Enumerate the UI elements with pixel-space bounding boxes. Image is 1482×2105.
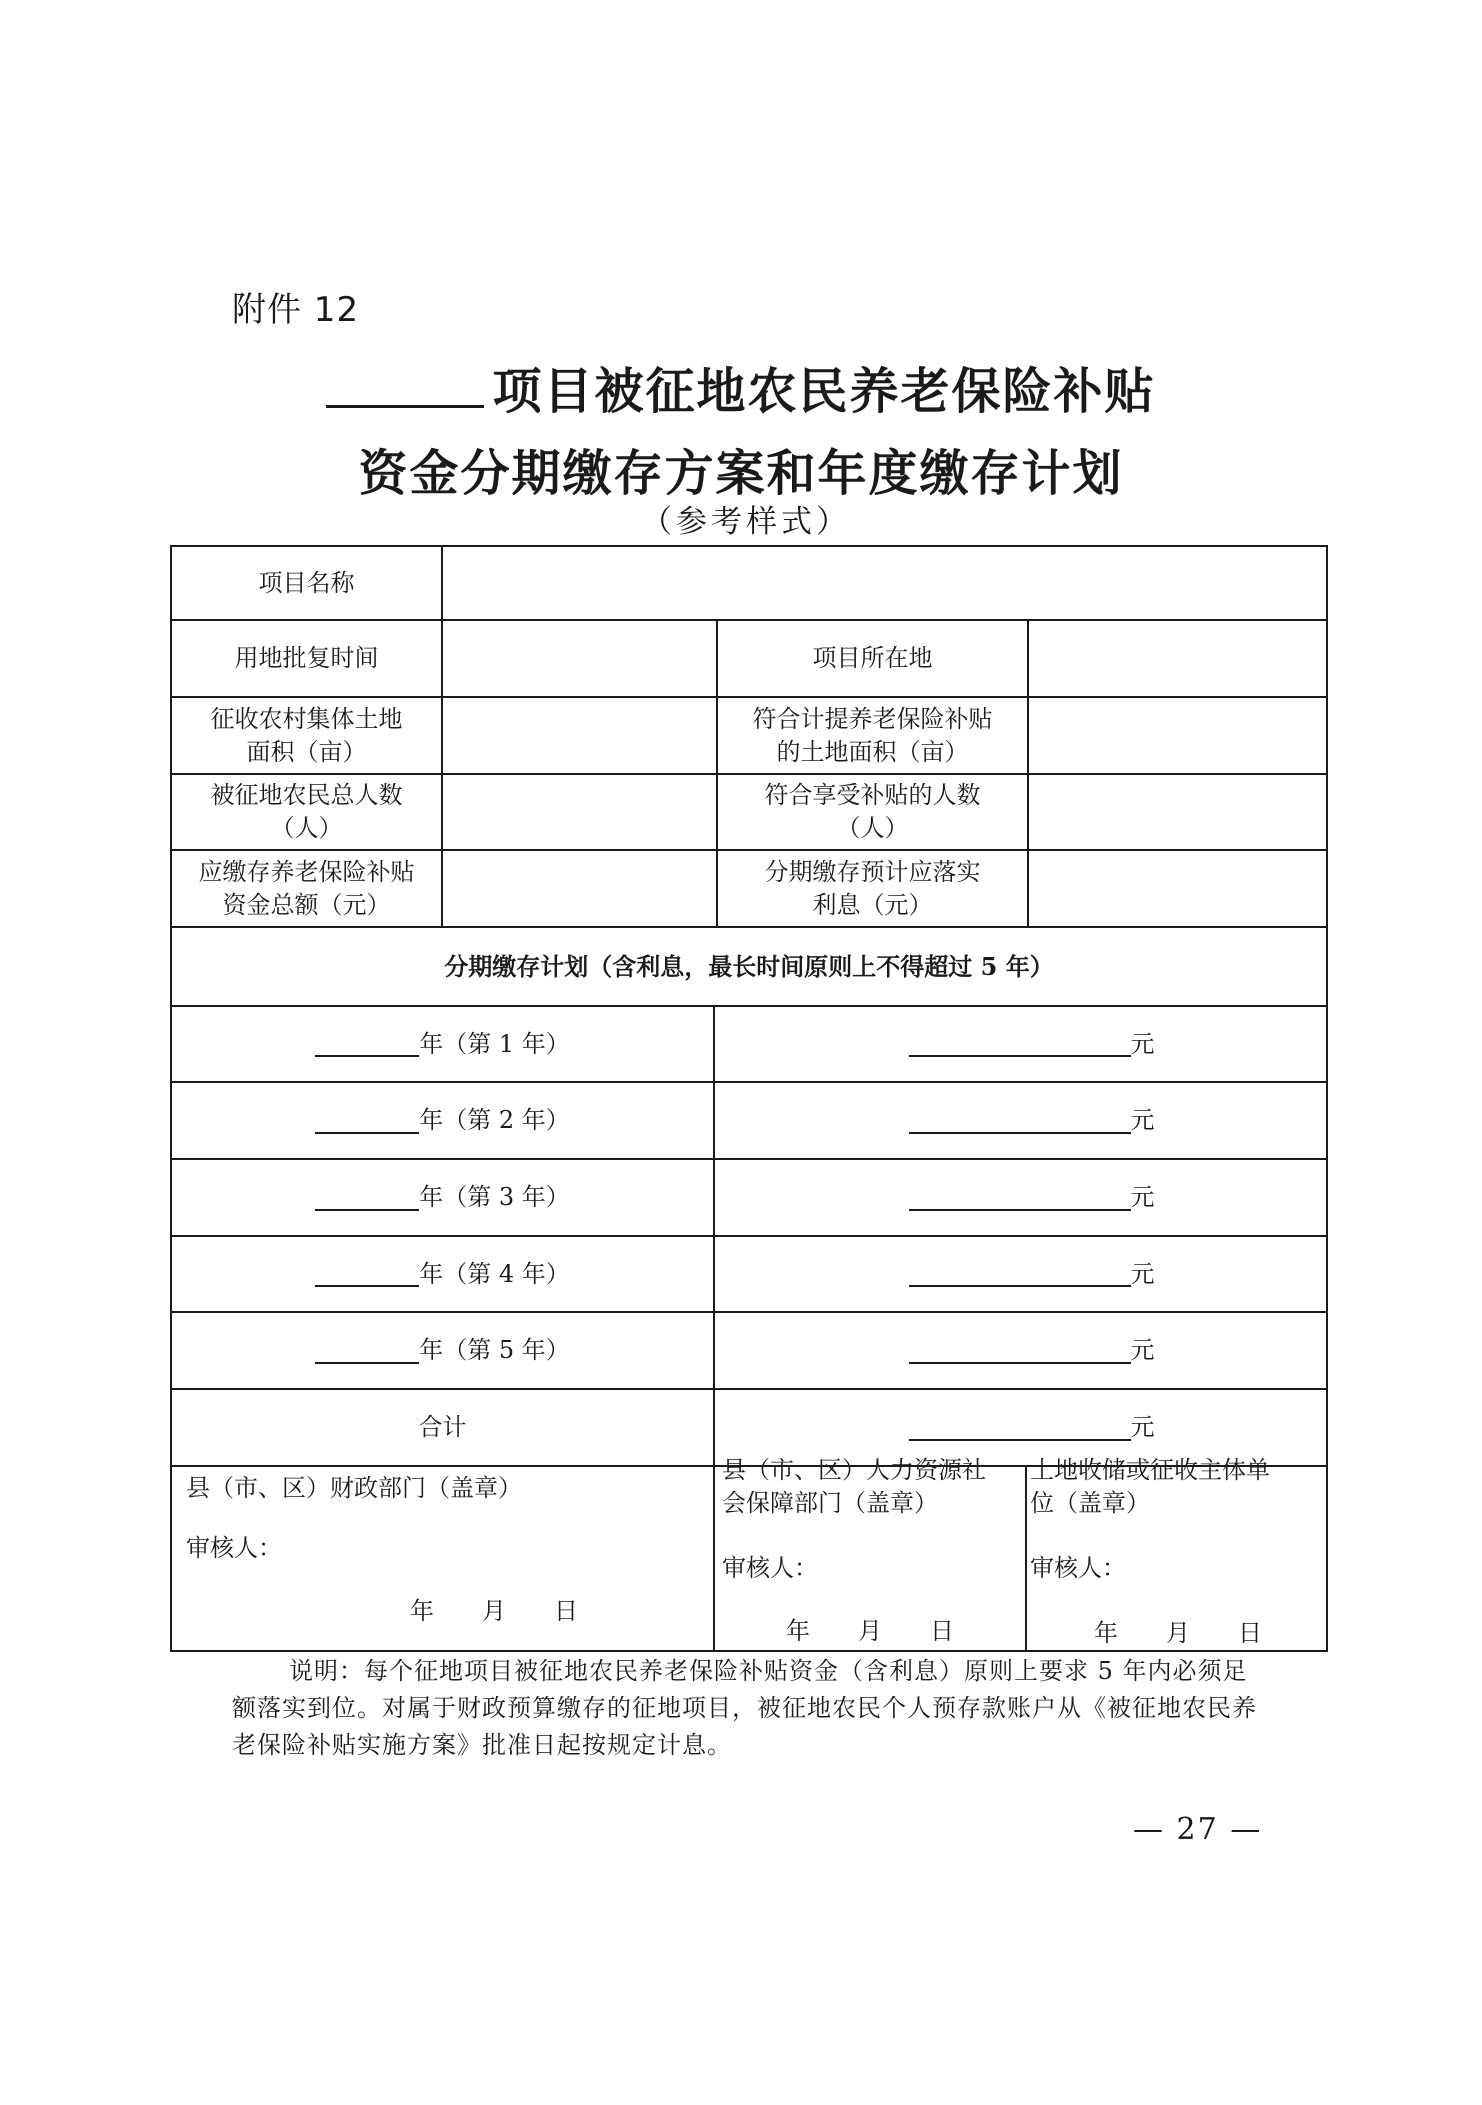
eligible-area-label-line2: 的土地面积（亩） <box>776 737 969 766</box>
eligible-area-label-line1: 符合计提养老保险补贴 <box>752 704 993 733</box>
year-4-text: 年（第 4 年） <box>419 1259 570 1288</box>
eligible-area-label <box>718 698 1027 773</box>
col-divider <box>1025 1465 1027 1652</box>
year-3-blank[interactable] <box>315 1185 419 1211</box>
total-amount-label-line2: 资金总额（元） <box>222 890 391 919</box>
year-1-amount <box>715 1007 1326 1081</box>
year-1-text: 年（第 1 年） <box>419 1029 570 1058</box>
hr-dept-seal-line1: 县（市、区）人力资源社 <box>722 1456 986 1484</box>
interest-label-line2: 利息（元） <box>812 890 933 919</box>
year-2-blank[interactable] <box>315 1108 419 1134</box>
approval-time-label: 用地批复时间 <box>234 644 379 672</box>
land-area-label <box>172 698 441 773</box>
year-5-label <box>172 1313 713 1388</box>
project-name-label: 项目名称 <box>258 568 355 597</box>
finance-dept-seal: 县（市、区）财政部门（盖章） <box>186 1474 522 1502</box>
interest-field[interactable] <box>1029 851 1326 926</box>
page-number: — 27 — <box>1133 1812 1263 1847</box>
land-area-label-line2: 面积（亩） <box>246 737 367 766</box>
eligible-people-label <box>718 775 1027 849</box>
year-3-text: 年（第 3 年） <box>419 1183 570 1211</box>
year-5-unit: 元 <box>1130 1336 1155 1364</box>
title-text-1: 项目被征地农民养老保险补贴 <box>492 363 1156 420</box>
land-area-field[interactable] <box>443 698 716 773</box>
year-5-text: 年（第 5 年） <box>419 1336 570 1364</box>
year-2-unit: 元 <box>1130 1106 1155 1134</box>
plan-form-table <box>170 545 1328 1652</box>
hr-date: 年 月 日 <box>786 1617 954 1645</box>
total-amount-field[interactable] <box>443 851 716 926</box>
project-name-blank <box>326 365 484 408</box>
year-1-label <box>172 1007 713 1081</box>
year-5-amount <box>715 1313 1326 1388</box>
location-label: 项目所在地 <box>812 644 933 672</box>
land-date: 年 月 日 <box>1094 1619 1262 1647</box>
title-line-1 <box>0 353 1482 423</box>
approval-time-field[interactable] <box>443 621 716 696</box>
project-name-field[interactable] <box>443 547 1326 619</box>
explanatory-note: 说明：每个征地项目被征地农民养老保险补贴资金（含利息）原则上要求 5 年内必须足额落实到位。对属于财政预算缴存的征地项目，被征地农民个人预存款账户从《被征地农民养老保险补贴实施方案》批准日起按规定计息。 <box>232 1657 1257 1759</box>
eligible-people-label-line1: 符合享受补贴的人数 <box>764 781 981 809</box>
land-reviewer-label: 审核人： <box>1030 1554 1126 1582</box>
year-3-label <box>172 1160 713 1235</box>
title-line-2: 资金分期缴存方案和年度缴存计划 <box>358 445 1124 502</box>
total-farmers-field[interactable] <box>443 775 716 849</box>
total-farmers-label-line2: （人） <box>270 814 343 842</box>
year-3-amount <box>715 1160 1326 1235</box>
total-unit: 元 <box>1130 1413 1155 1441</box>
total-label: 合计 <box>418 1413 467 1441</box>
year-4-label <box>172 1237 713 1311</box>
eligible-people-field[interactable] <box>1029 775 1326 849</box>
hr-dept-seal-line2: 会保障部门（盖章） <box>722 1489 938 1517</box>
plan-heading: 分期缴存计划（含利息，最长时间原则上不得超过 5 年） <box>444 952 1054 981</box>
year-2-amount <box>715 1083 1326 1158</box>
eligible-people-label-line2: （人） <box>836 814 909 842</box>
year-3-unit: 元 <box>1130 1183 1155 1211</box>
total-amount-label-line1: 应缴存养老保险补贴 <box>198 857 415 886</box>
year-1-amount-blank[interactable] <box>909 1031 1131 1057</box>
total-farmers-label-line1: 被征地农民总人数 <box>210 781 403 809</box>
hr-reviewer-label: 审核人： <box>722 1554 818 1582</box>
attachment-label: 附件 12 <box>232 290 360 330</box>
interest-label <box>718 851 1027 926</box>
subtitle: （参考样式） <box>641 504 851 540</box>
year-2-amount-blank[interactable] <box>909 1108 1131 1134</box>
total-amount-label <box>172 851 441 926</box>
finance-reviewer-label: 审核人： <box>186 1534 282 1562</box>
year-1-blank[interactable] <box>315 1031 419 1057</box>
year-5-blank[interactable] <box>315 1338 419 1364</box>
total-amount-blank[interactable] <box>909 1415 1131 1441</box>
finance-date: 年 月 日 <box>410 1597 578 1625</box>
year-2-label <box>172 1083 713 1158</box>
land-unit-seal-line1: 土地收储或征收主体单 <box>1030 1456 1270 1484</box>
year-4-amount-blank[interactable] <box>909 1261 1131 1287</box>
year-1-unit: 元 <box>1130 1029 1155 1058</box>
year-4-amount <box>715 1237 1326 1311</box>
year-4-unit: 元 <box>1130 1259 1155 1288</box>
land-area-label-line1: 征收农村集体土地 <box>210 704 403 733</box>
year-5-amount-blank[interactable] <box>909 1338 1131 1364</box>
interest-label-line1: 分期缴存预计应落实 <box>764 857 981 886</box>
year-4-blank[interactable] <box>315 1261 419 1287</box>
year-3-amount-blank[interactable] <box>909 1185 1131 1211</box>
location-field[interactable] <box>1029 621 1326 696</box>
land-unit-seal-line2: 位（盖章） <box>1030 1489 1150 1517</box>
eligible-area-field[interactable] <box>1029 698 1326 773</box>
total-farmers-label <box>172 775 441 849</box>
year-2-text: 年（第 2 年） <box>419 1106 570 1134</box>
